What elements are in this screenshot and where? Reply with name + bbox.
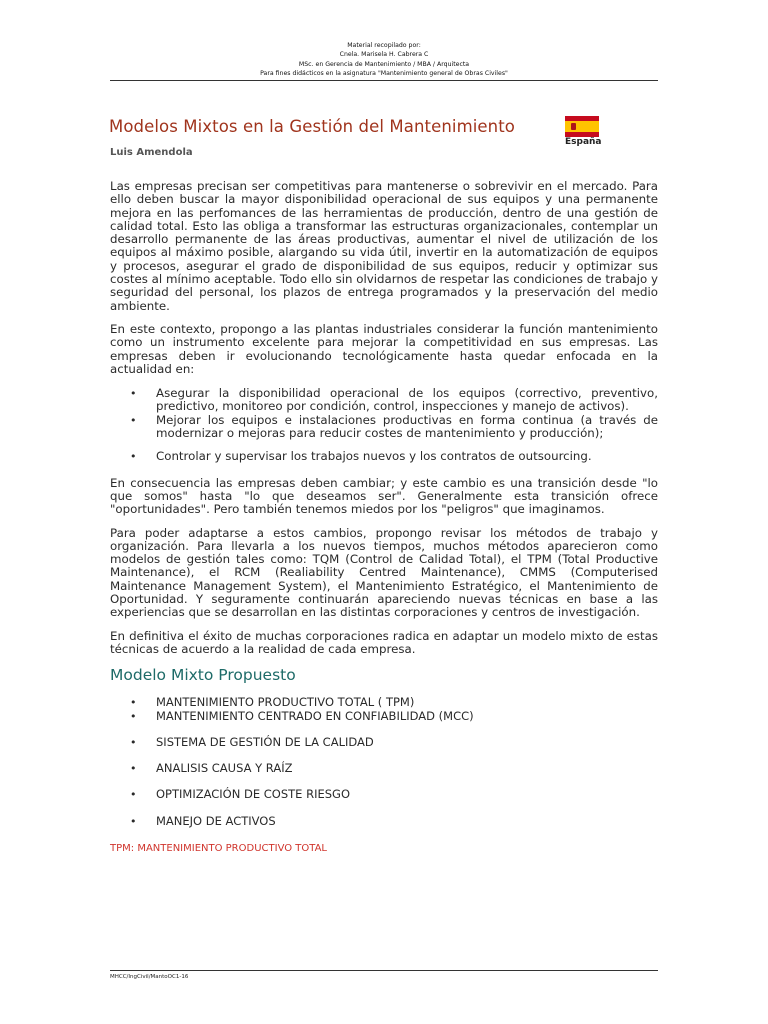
header-line-4: Para fines didácticos en la asignatura "Mantenimiento general de Obras Civiles" <box>260 70 508 78</box>
header-line-3: MSc. en Gerencia de Mantenimiento / MBA / Arquitecta <box>298 60 470 68</box>
list-item: • MANEJO DE ACTIVOS <box>110 815 658 828</box>
paragraph-conclusion: En definitiva el éxito de muchas corporaciones radica en adaptar un modelo mixto de estas técnicas de acuerdo a la realidad de cada empresa. <box>110 628 658 656</box>
section-title: Modelo Mixto Propuesto <box>110 666 296 685</box>
footer-divider <box>110 970 658 971</box>
paragraph-intro: Las empresas precisan ser competitivas para mantenerse o sobrevivir en el mercado. Para ello deben buscar la mayor disponibilidad operacional de sus equipos y una permanente mejora en las perfomances de las herramientas de producción, dentro de una gestión de calidad total. Esto las obliga a transformar las estructuras organizacionales, contemplar un desarrollo permanente de las áreas productivas, aumentar el nivel de utilización de los equipos al máximo posible, alargando su vida útil, invertir en la automatización de equipos y procesos, asegurar el grado de disponibilidad de sus equipos, reducir y optimizar sus costes al mínimo aceptable. Todo ello sin olvidarnos de respetar las condiciones de trabajo y seguridad del personal, los plazos de entrega programados y la preservación del medio ambiente. <box>110 179 658 313</box>
paragraph-methods: Para poder adaptarse a estos cambios, propongo revisar los métodos de trabajo y organización. Para llevarla a los nuevos tiempos, muchos métodos aparecieron como modelos de gestión tales como: TQM (Control de Calidad Total), el TPM (Total Productive Maintenance), el RCM (Realiability Centred Maintenance), CMMS (Computerised Maintenance Management System), el Mantenimiento Estratégico, el Mantenimiento de Oportunidad. Y seguramente continuarán apareciendo nuevas técnicas en base a las experiencias que se desarrollan en las distintas corporaciones y centros de investigación. <box>110 525 658 620</box>
list-item: • MANTENIMIENTO CENTRADO EN CONFIABILIDAD (MCC) <box>110 710 658 723</box>
list-item: • Controlar y supervisar los trabajos nuevos y los contratos de outsourcing. <box>110 450 658 463</box>
paragraph-context: En este contexto, propongo a las plantas industriales considerar la función mantenimiento como un instrumento excelente para mejorar la competitividad en sus empresas. Las empresas deben ir evolucionando tecnológicamente hasta quedar enfocada en la actualidad en: <box>110 321 658 376</box>
spain-flag-icon <box>565 116 599 137</box>
page-footer: MHCC/IngCivil/MantoOC1-16 <box>110 974 189 980</box>
list-item: • OPTIMIZACIÓN DE COSTE RIESGO <box>110 788 658 801</box>
list-item: • SISTEMA DE GESTIÓN DE LA CALIDAD <box>110 736 658 749</box>
list-item: • MANTENIMIENTO PRODUCTIVO TOTAL ( TPM) <box>110 696 658 709</box>
flag-label: España <box>565 137 602 147</box>
header-divider <box>110 80 658 81</box>
header-line-2: Cnela. Marisela H. Cabrera C <box>339 51 429 59</box>
article-body <box>110 180 658 854</box>
list-item: • ANALISIS CAUSA Y RAÍZ <box>110 762 658 775</box>
document-title: Modelos Mixtos en la Gestión del Mantenimiento <box>109 117 515 136</box>
list-item: • Asegurar la disponibilidad operacional de los equipos (correctivo, preventivo, predictivo, monitoreo por condición, control, inspecciones y manejo de activos). <box>110 387 658 414</box>
author-name: Luis Amendola <box>110 147 193 158</box>
model-list <box>110 696 658 828</box>
tpm-subheading: TPM: MANTENIMIENTO PRODUCTIVO TOTAL <box>110 842 328 854</box>
list-item: • Mejorar los equipos e instalaciones productivas en forma continua (a través de modernizar o mejoras para reducir costes de mantenimiento y producción); <box>110 414 658 441</box>
header-line-1: Material recopilado por: <box>347 42 421 49</box>
paragraph-change: En consecuencia las empresas deben cambiar; y este cambio es una transición desde "lo que somos" hasta "lo que deseamos ser". Generalmente esta transición ofrece "oportunidades". Pero también tenemos miedos por los "peligros" que imaginamos. <box>110 475 658 517</box>
page-header <box>0 41 768 79</box>
focus-list <box>110 387 658 463</box>
